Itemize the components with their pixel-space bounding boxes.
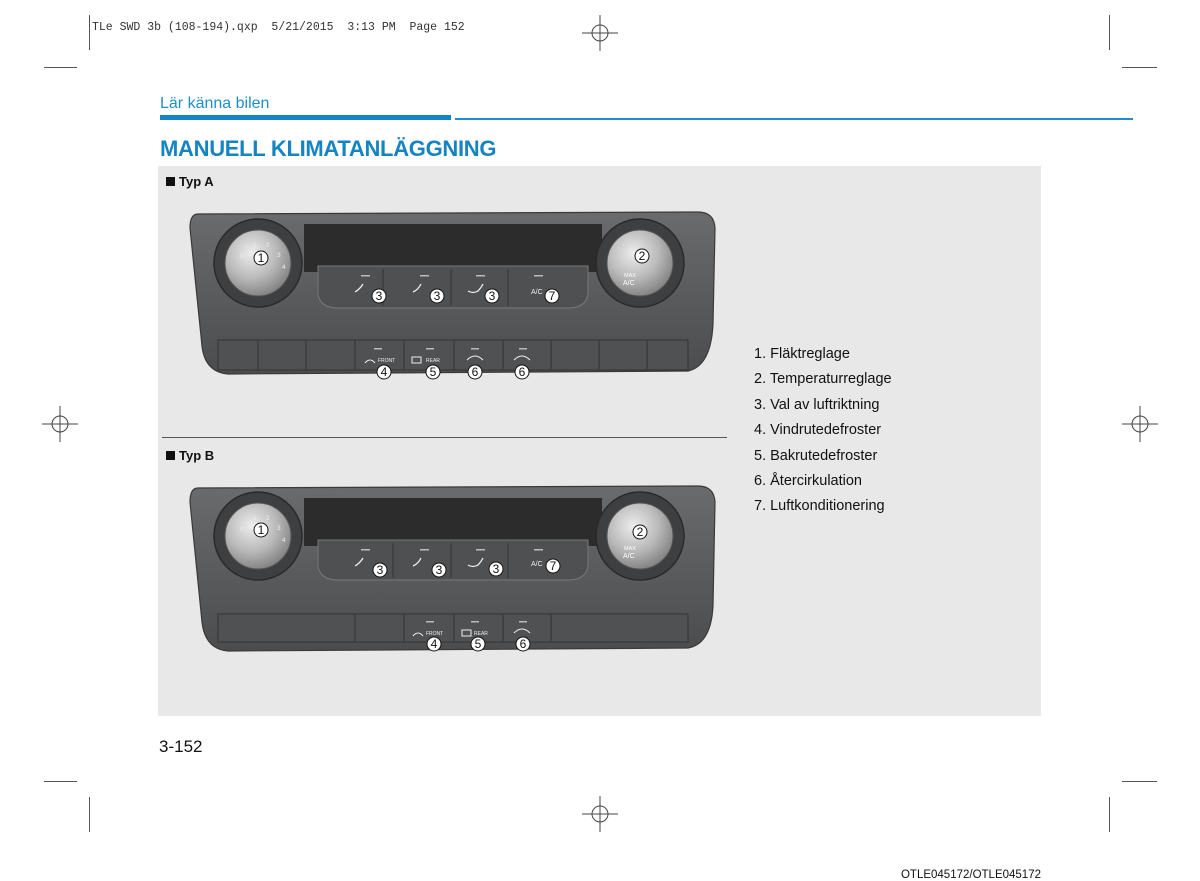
svg-text:5: 5 [474, 637, 482, 651]
svg-text:2: 2 [638, 249, 646, 263]
svg-text:4: 4 [282, 264, 286, 271]
svg-text:3: 3 [277, 525, 281, 532]
svg-text:1: 1 [257, 251, 265, 265]
svg-text:4: 4 [282, 537, 286, 544]
svg-text:0: 0 [240, 526, 244, 533]
svg-text:3: 3 [435, 563, 443, 577]
svg-text:3: 3 [376, 563, 384, 577]
svg-text:4: 4 [430, 637, 438, 651]
svg-text:1: 1 [253, 242, 257, 249]
svg-text:6: 6 [518, 365, 526, 379]
svg-text:7: 7 [549, 559, 557, 573]
svg-text:0: 0 [240, 253, 244, 260]
svg-text:A/C: A/C [531, 289, 543, 296]
svg-text:A/C: A/C [623, 553, 635, 560]
figure-divider [162, 437, 727, 438]
registration-mark-icon [582, 15, 618, 51]
panel-typ-a [190, 212, 715, 379]
svg-text:MAX: MAX [624, 273, 636, 279]
svg-text:7: 7 [548, 289, 556, 303]
crop-mark [1109, 797, 1110, 832]
svg-text:3: 3 [277, 252, 281, 259]
legend-item: 2. Temperaturreglage [754, 371, 892, 388]
climate-panels-illustration [158, 166, 1041, 716]
svg-text:3: 3 [433, 289, 441, 303]
typ-a-label: Typ A [166, 174, 214, 189]
print-slug: TLe SWD 3b (108-194).qxp 5/21/2015 3:13 PM Page 152 [92, 21, 465, 34]
svg-text:FRONT: FRONT [378, 358, 396, 364]
figure-code: OTLE045172/OTLE045172 [900, 869, 1041, 881]
crop-mark [1122, 781, 1157, 782]
page-number: 3-152 [159, 737, 203, 756]
svg-text:REAR: REAR [426, 358, 440, 364]
registration-mark-icon [1122, 406, 1158, 442]
header-rule [455, 118, 1133, 120]
crop-mark [89, 797, 90, 832]
page-title: MANUELL KLIMATANLÄGGNING [160, 136, 497, 161]
svg-text:2: 2 [266, 242, 270, 249]
svg-text:5: 5 [429, 365, 437, 379]
svg-text:6: 6 [471, 365, 479, 379]
legend-item: 1. Fläktreglage [754, 346, 850, 362]
crop-mark [1109, 15, 1110, 50]
svg-text:MAX: MAX [624, 546, 636, 552]
svg-text:2: 2 [636, 525, 644, 539]
svg-text:3: 3 [488, 289, 496, 303]
section-label: Lär känna bilen [160, 95, 270, 112]
svg-text:4: 4 [380, 365, 388, 379]
crop-mark [89, 15, 90, 50]
svg-text:1: 1 [253, 515, 257, 522]
svg-text:2: 2 [266, 515, 270, 522]
typ-b-label: Typ B [166, 448, 214, 463]
svg-text:REAR: REAR [474, 631, 488, 637]
registration-mark-icon [42, 406, 78, 442]
svg-text:3: 3 [492, 562, 500, 576]
legend-item: 5. Bakrutedefroster [754, 447, 878, 464]
header-rule [160, 115, 451, 120]
svg-text:1: 1 [257, 523, 265, 537]
legend-list [754, 344, 892, 522]
crop-mark [1122, 67, 1157, 68]
crop-mark [44, 67, 77, 68]
registration-mark-icon [582, 796, 618, 832]
panel-typ-b [190, 486, 715, 651]
legend-item: 7. Luftkonditionering [754, 498, 885, 515]
svg-text:A/C: A/C [623, 280, 635, 287]
crop-mark [44, 781, 77, 782]
legend-item: 4. Vindrutedefroster [754, 422, 882, 439]
legend-item: 6. Återcirkulation [754, 472, 862, 489]
svg-text:FRONT: FRONT [426, 631, 444, 637]
svg-text:3: 3 [375, 289, 383, 303]
svg-text:A/C: A/C [531, 561, 543, 568]
legend-item: 3. Val av luftriktning [754, 396, 880, 413]
svg-text:6: 6 [519, 637, 527, 651]
